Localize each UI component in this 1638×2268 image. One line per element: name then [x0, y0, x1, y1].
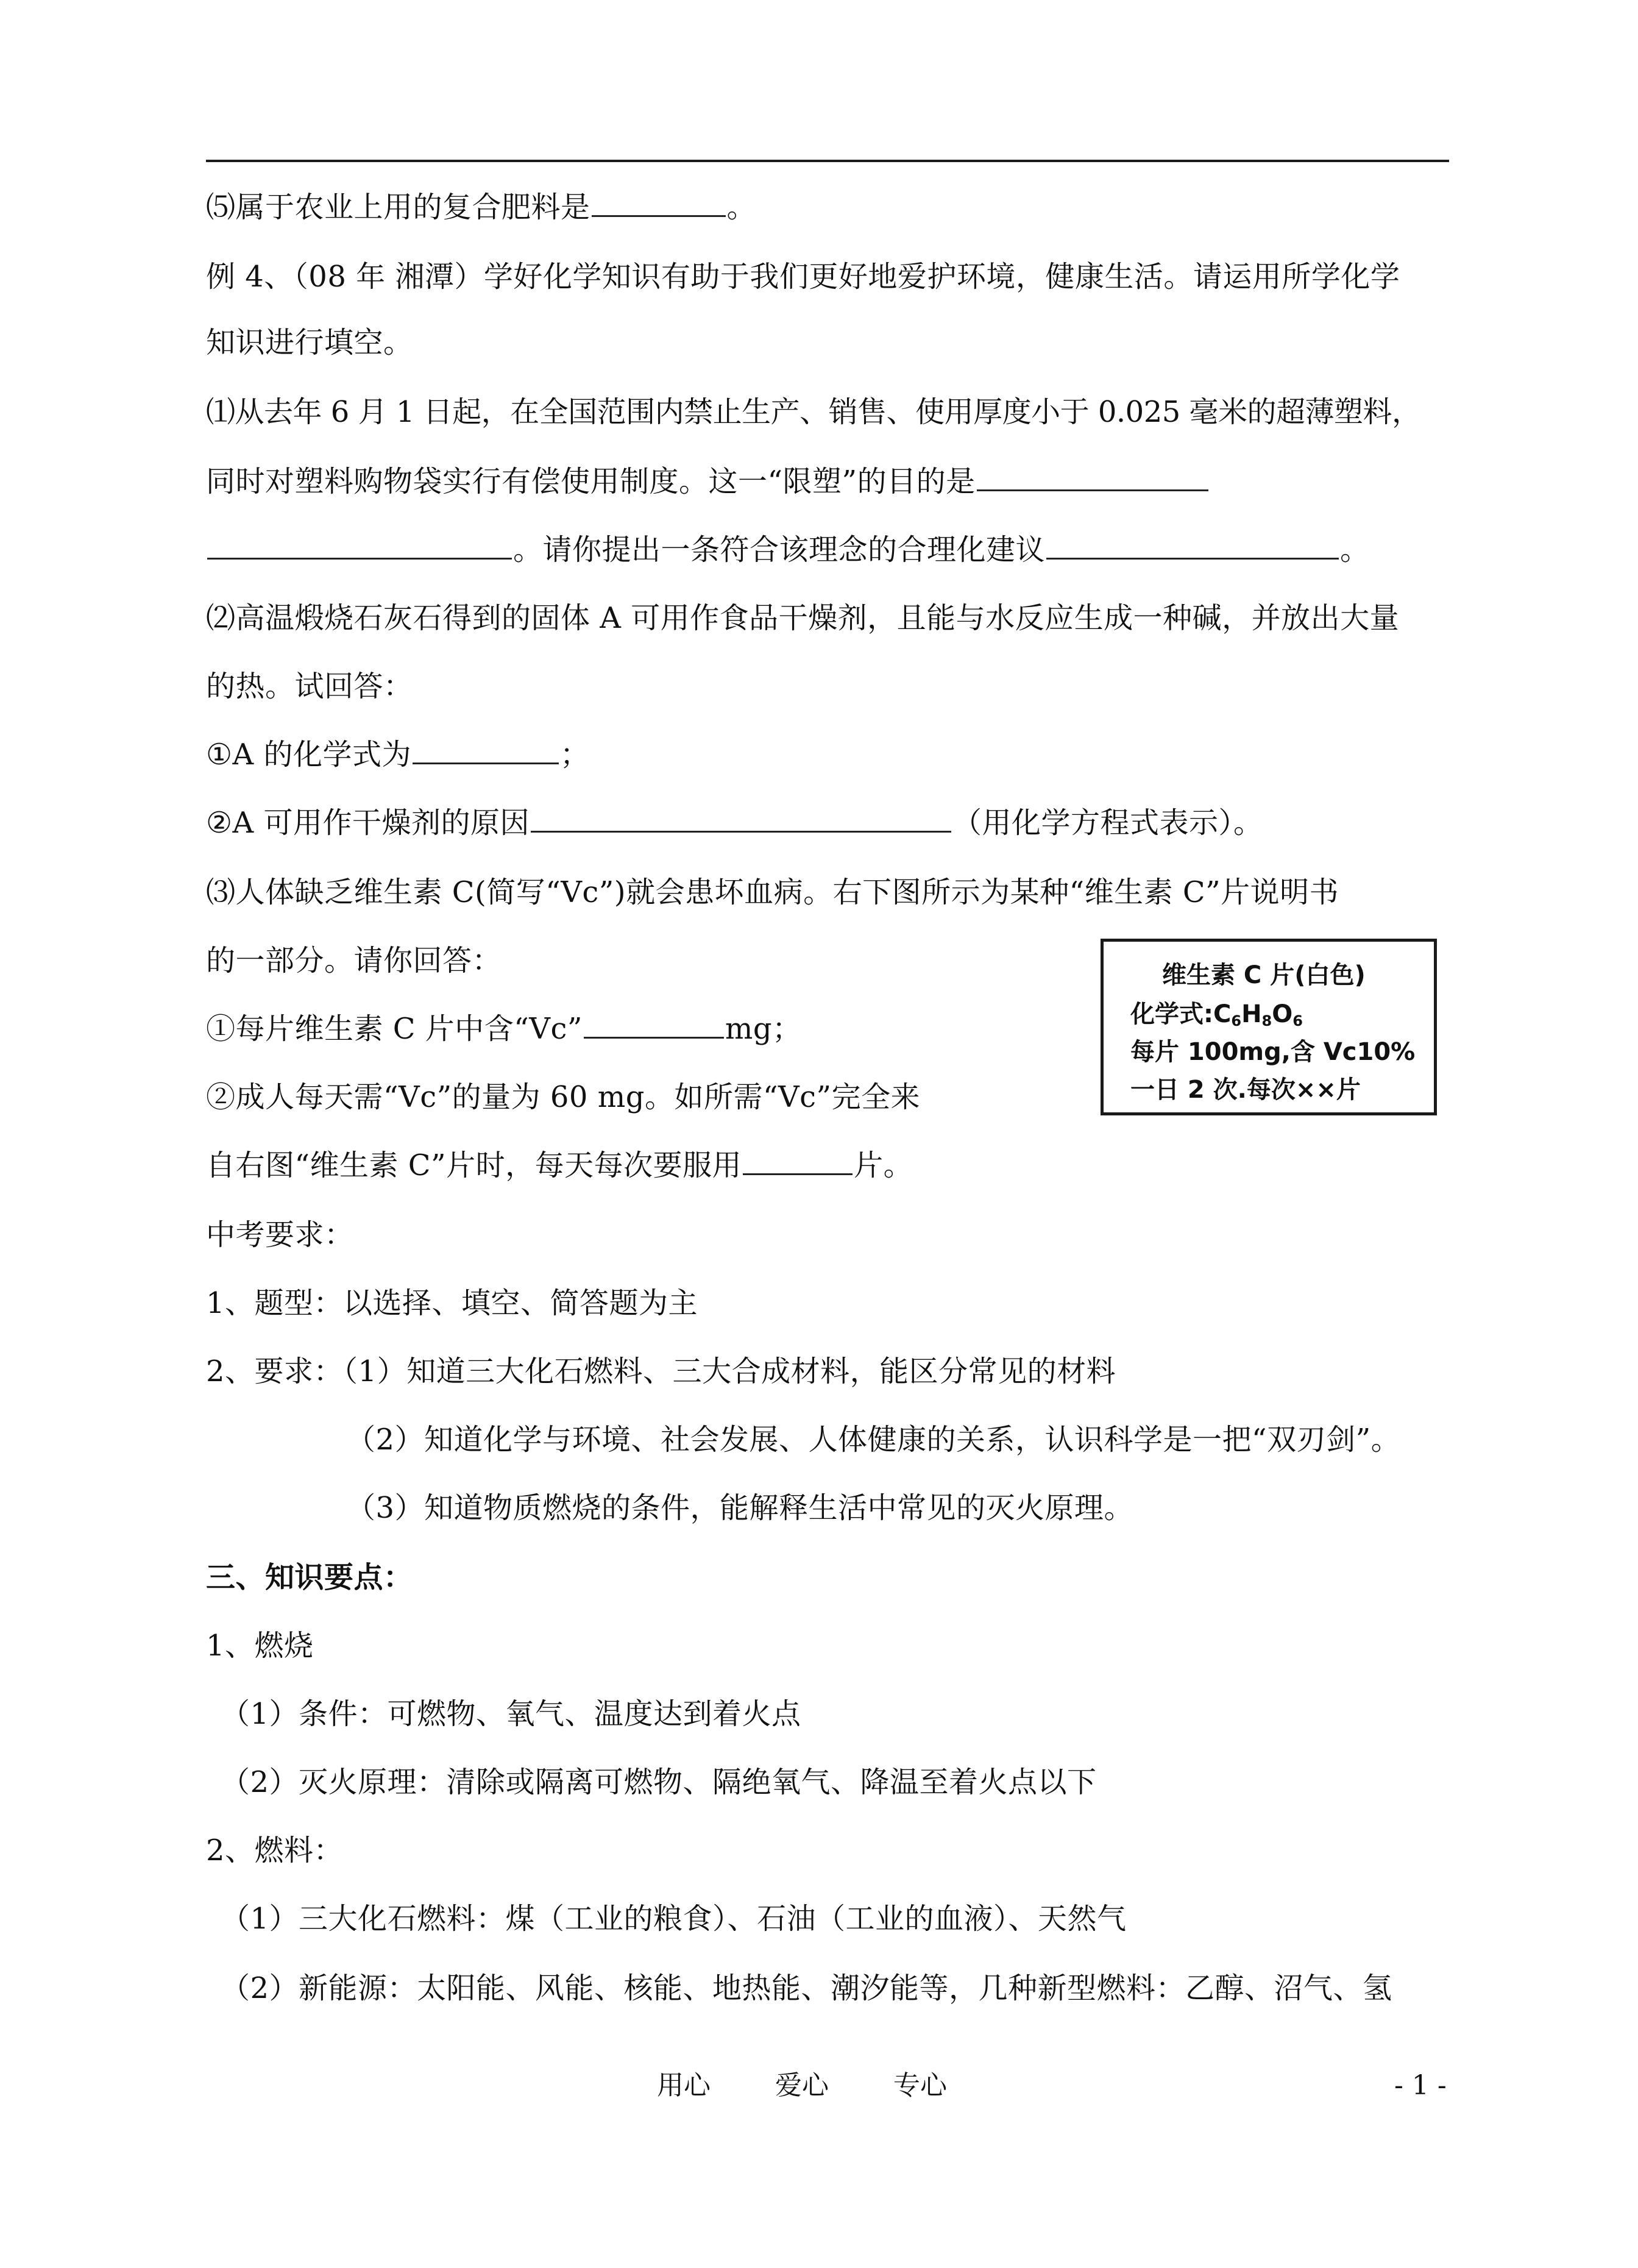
text-segment: ②A 可用作干燥剂的原因: [206, 806, 530, 840]
answer-blank[interactable]: [531, 830, 951, 833]
text-segment: （2）知道化学与环境、社会发展、人体健康的关系，认识科学是一把“双刃剑”。: [346, 1423, 1401, 1457]
text-segment: ①每片维生素 C 片中含“Vc”: [206, 1012, 583, 1046]
text-segment: 知识进行填空。: [206, 325, 413, 360]
text-segment: 2、燃料：: [206, 1833, 344, 1868]
text-line: [206, 798, 1263, 847]
text-line: [206, 318, 413, 367]
answer-blank[interactable]: [743, 1173, 853, 1175]
text-segment: 。: [1340, 533, 1370, 567]
text-line: [206, 1553, 413, 1602]
text-line: [206, 1141, 913, 1190]
label-formula: [1130, 995, 1303, 1033]
text-segment: ①A 的化学式为: [206, 738, 411, 772]
text-segment: 例 4、（08 年 湘潭）学好化学知识有助于我们更好地爱护环境，健康生活。请运用所学化学: [206, 260, 1400, 294]
text-segment: （1）三大化石燃料：煤（工业的粮食）、石油（工业的血液）、天然气: [221, 1902, 1127, 1936]
answer-blank[interactable]: [413, 762, 559, 764]
text-segment: ②成人每天需“Vc”的量为 60 mg。如所需“Vc”完全来: [206, 1080, 921, 1114]
label-frequency: 一日 2 次.每次××片: [1130, 1076, 1361, 1104]
text-segment: 的热。试回答：: [206, 669, 413, 703]
answer-blank[interactable]: [584, 1036, 724, 1039]
text-segment: 。: [726, 190, 757, 224]
text-segment: （2）灭火原理：清除或隔离可燃物、隔绝氧气、降温至着火点以下: [221, 1765, 1097, 1799]
text-line: [346, 1415, 1400, 1464]
label-formula-prefix: 化学式:: [1130, 1000, 1213, 1028]
text-line: [206, 868, 1339, 917]
answer-blank[interactable]: [1046, 557, 1339, 560]
text-line: [221, 1894, 1127, 1943]
text-line: [206, 1210, 354, 1259]
answer-blank[interactable]: [592, 215, 726, 217]
formula-c: C: [1213, 1000, 1232, 1028]
footer-motto-2: 爱心: [775, 2070, 829, 2101]
text-segment: 同时对塑料购物袋实行有偿使用制度。这一“限塑”的目的是: [206, 464, 976, 499]
page-number: - 1 -: [1394, 2070, 1447, 2101]
text-line: [206, 1826, 343, 1875]
text-line: [206, 1347, 1116, 1396]
text-line: [221, 1690, 801, 1738]
text-segment: ⑵高温煅烧石灰石得到的固体 A 可用作食品干燥剂，且能与水反应生成一种碱，并放出大量: [206, 601, 1400, 635]
text-line: [206, 1004, 802, 1053]
text-segment: 1、题型：以选择、填空、简答题为主: [206, 1286, 698, 1320]
formula-h: H: [1241, 1000, 1262, 1028]
text-segment: 中考要求：: [206, 1218, 354, 1252]
text-segment: 。请你提出一条符合该理念的合理化建议: [513, 533, 1046, 567]
text-line: [206, 594, 1399, 642]
text-line: [206, 183, 756, 232]
text-segment: 1、燃烧: [206, 1629, 314, 1663]
vitamin-c-label-image: [1101, 939, 1437, 1115]
text-segment: ⑴从去年 6 月 1 日起，在全国范围内禁止生产、销售、使用厚度小于 0.025 毫米的超薄塑料，: [206, 395, 1421, 429]
header-rule: [206, 160, 1449, 162]
answer-blank[interactable]: [977, 489, 1208, 491]
footer-motto-3: 专心: [893, 2070, 947, 2101]
text-segment: （1）条件：可燃物、氧气、温度达到着火点: [221, 1697, 801, 1731]
text-line: [206, 662, 413, 711]
answer-blank[interactable]: [207, 557, 512, 560]
text-segment: 的一部分。请你回答：: [206, 944, 502, 978]
text-line: [346, 1484, 1133, 1532]
text-line: [221, 1964, 1392, 2013]
text-line: [206, 525, 1370, 574]
text-segment: 片。: [854, 1148, 913, 1182]
text-line: [206, 730, 589, 779]
text-segment: 自右图“维生素 C”片时，每天每次要服用: [206, 1148, 742, 1182]
formula-c-sub: 6: [1231, 1012, 1242, 1029]
footer-motto-1: 用心: [657, 2070, 711, 2101]
text-segment: ⑶人体缺乏维生素 C(简写“Vc”)就会患坏血病。右下图所示为某种“维生素 C”片说明书: [206, 875, 1339, 909]
text-line: [206, 1073, 920, 1122]
formula-h-sub: 8: [1261, 1012, 1272, 1029]
text-line: [206, 936, 502, 985]
text-segment: （2）新能源：太阳能、风能、核能、地热能、潮汐能等，几种新型燃料：乙醇、沼气、氢: [221, 1971, 1392, 2005]
text-line: [206, 388, 1421, 436]
text-segment: mg；: [725, 1012, 802, 1046]
label-dose: 每片 100mg,含 Vc10%: [1130, 1038, 1416, 1066]
text-line: [206, 252, 1400, 301]
text-line: [221, 1758, 1097, 1807]
text-line: [206, 1621, 314, 1670]
text-segment: ；: [559, 738, 590, 772]
text-segment: 三、知识要点：: [206, 1560, 413, 1594]
text-line: [206, 457, 1210, 506]
text-segment: ⑸属于农业上用的复合肥料是: [206, 190, 590, 224]
text-segment: （3）知道物质燃烧的条件，能解释生活中常见的灭火原理。: [346, 1491, 1134, 1525]
formula-o: O: [1272, 1000, 1293, 1028]
formula-o-sub: 6: [1292, 1012, 1303, 1029]
text-line: [206, 1279, 698, 1328]
text-segment: （用化学方程式表示）。: [952, 806, 1263, 840]
label-title: 维生素 C 片(白色): [1162, 961, 1366, 989]
text-segment: 2、要求：（1）知道三大化石燃料、三大合成材料，能区分常见的材料: [206, 1354, 1116, 1388]
